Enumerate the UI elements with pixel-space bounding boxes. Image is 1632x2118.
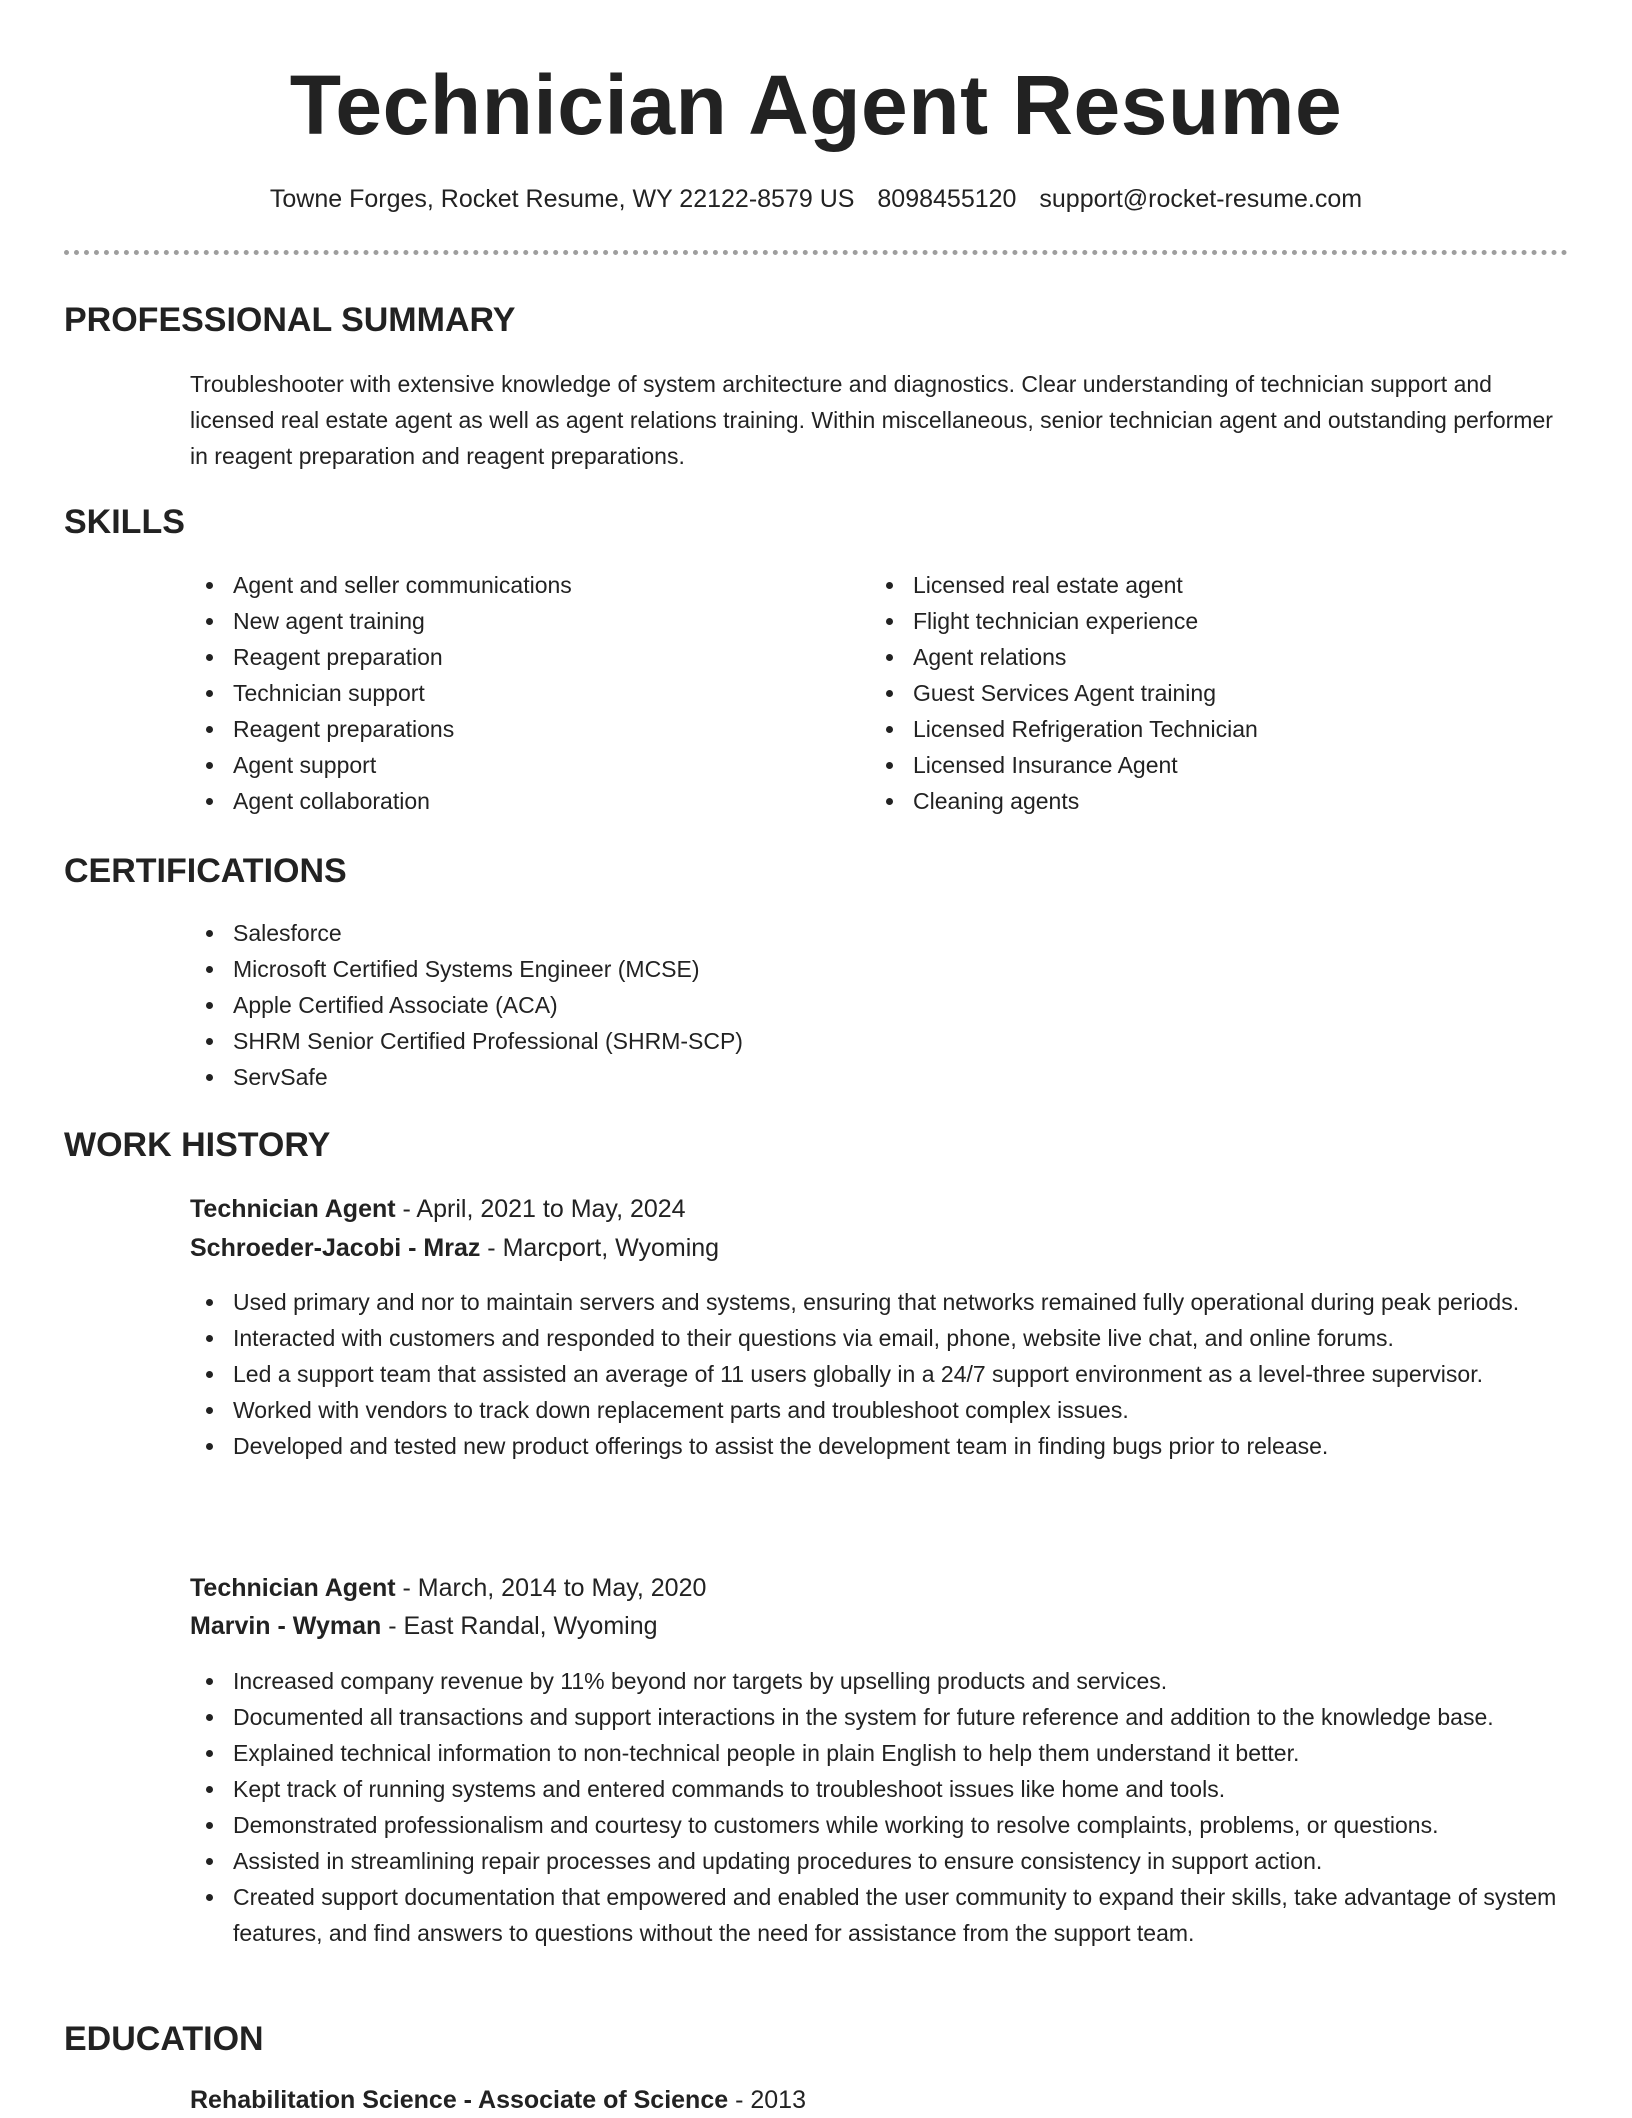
list-item: Reagent preparation	[190, 639, 830, 675]
list-item: ServSafe	[190, 1059, 1570, 1095]
section-heading-certifications: CERTIFICATIONS	[64, 852, 347, 890]
list-item: Reagent preparations	[190, 711, 830, 747]
list-item: Worked with vendors to track down replacement parts and troubleshoot complex issues.	[190, 1392, 1570, 1428]
section-heading-skills: SKILLS	[64, 503, 185, 541]
list-item: Licensed real estate agent	[870, 567, 1510, 603]
education-year: - 2013	[728, 2086, 806, 2114]
contact-email: support@rocket-resume.com	[1039, 185, 1363, 213]
list-item: Demonstrated professionalism and courtesy to customers while working to resolve complaints, problems, or questions.	[190, 1807, 1570, 1843]
resume-title: Technician Agent Resume	[289, 58, 1343, 152]
list-item: Microsoft Certified Systems Engineer (MCSE)	[190, 951, 1570, 987]
contact-line	[0, 182, 1632, 216]
contact-address: Towne Forges, Rocket Resume, WY 22122-8579 US	[269, 185, 855, 213]
list-item: Guest Services Agent training	[870, 675, 1510, 711]
summary-text: Troubleshooter with extensive knowledge of system architecture and diagnostics. Clear understanding of technician support and licensed real estate agent as well as agent relations training. Within miscellaneous, senior technician agent and outstanding performer in reagent preparation and reagent preparations.	[190, 371, 1553, 469]
list-item: Licensed Refrigeration Technician	[870, 711, 1510, 747]
education-line	[190, 2082, 806, 2118]
job-title-line	[190, 1570, 706, 1606]
contact-phone: 8098455120	[877, 185, 1017, 213]
section-heading-summary: PROFESSIONAL SUMMARY	[64, 301, 516, 339]
list-item: SHRM Senior Certified Professional (SHRM-SCP)	[190, 1023, 1570, 1059]
list-item: Licensed Insurance Agent	[870, 747, 1510, 783]
job-company-line	[190, 1230, 719, 1266]
list-item: Agent support	[190, 747, 830, 783]
list-item: Created support documentation that empowered and enabled the user community to expand their skills, take advantage of system features, and find answers to questions without the need for assistance from the support team.	[190, 1879, 1570, 1951]
list-item: Explained technical information to non-technical people in plain English to help them understand it better.	[190, 1735, 1570, 1771]
job-title: Technician Agent	[190, 1574, 396, 1602]
job-company: Marvin - Wyman	[190, 1612, 382, 1640]
section-heading-education: EDUCATION	[64, 2020, 264, 2058]
skills-list-right	[870, 567, 1510, 819]
list-item: Increased company revenue by 11% beyond nor targets by upselling products and services.	[190, 1663, 1570, 1699]
list-item: Assisted in streamlining repair processes and updating procedures to ensure consistency in support action.	[190, 1843, 1570, 1879]
job-dates: - March, 2014 to May, 2020	[395, 1574, 707, 1602]
job-dates: - April, 2021 to May, 2024	[395, 1195, 686, 1223]
job-bullets	[190, 1284, 1570, 1464]
section-heading-work-history: WORK HISTORY	[64, 1126, 331, 1164]
header-divider	[64, 250, 1568, 255]
skills-list-left	[190, 567, 830, 819]
list-item: New agent training	[190, 603, 830, 639]
job-company-line	[190, 1608, 658, 1644]
certifications-list	[190, 915, 1570, 1095]
job-company: Schroeder-Jacobi - Mraz	[190, 1234, 481, 1262]
job-bullets	[190, 1663, 1570, 1951]
list-item: Kept track of running systems and entered commands to troubleshoot issues like home and tools.	[190, 1771, 1570, 1807]
list-item: Apple Certified Associate (ACA)	[190, 987, 1570, 1023]
job-location: - Marcport, Wyoming	[480, 1234, 720, 1262]
list-item: Flight technician experience	[870, 603, 1510, 639]
list-item: Used primary and nor to maintain servers and systems, ensuring that networks remained fully operational during peak periods.	[190, 1284, 1570, 1320]
list-item: Developed and tested new product offerings to assist the development team in finding bugs prior to release.	[190, 1428, 1570, 1464]
list-item: Agent relations	[870, 639, 1510, 675]
list-item: Interacted with customers and responded to their questions via email, phone, website live chat, and online forums.	[190, 1320, 1570, 1356]
job-title: Technician Agent	[190, 1195, 396, 1223]
list-item: Agent and seller communications	[190, 567, 830, 603]
list-item: Agent collaboration	[190, 783, 830, 819]
list-item: Led a support team that assisted an average of 11 users globally in a 24/7 support environment as a level-three supervisor.	[190, 1356, 1570, 1392]
job-location: - East Randal, Wyoming	[381, 1612, 658, 1640]
list-item: Technician support	[190, 675, 830, 711]
job-title-line	[190, 1191, 686, 1227]
list-item: Salesforce	[190, 915, 1570, 951]
education-degree: Rehabilitation Science - Associate of Science	[190, 2086, 729, 2114]
list-item: Documented all transactions and support interactions in the system for future reference and addition to the knowledge base.	[190, 1699, 1570, 1735]
list-item: Cleaning agents	[870, 783, 1510, 819]
